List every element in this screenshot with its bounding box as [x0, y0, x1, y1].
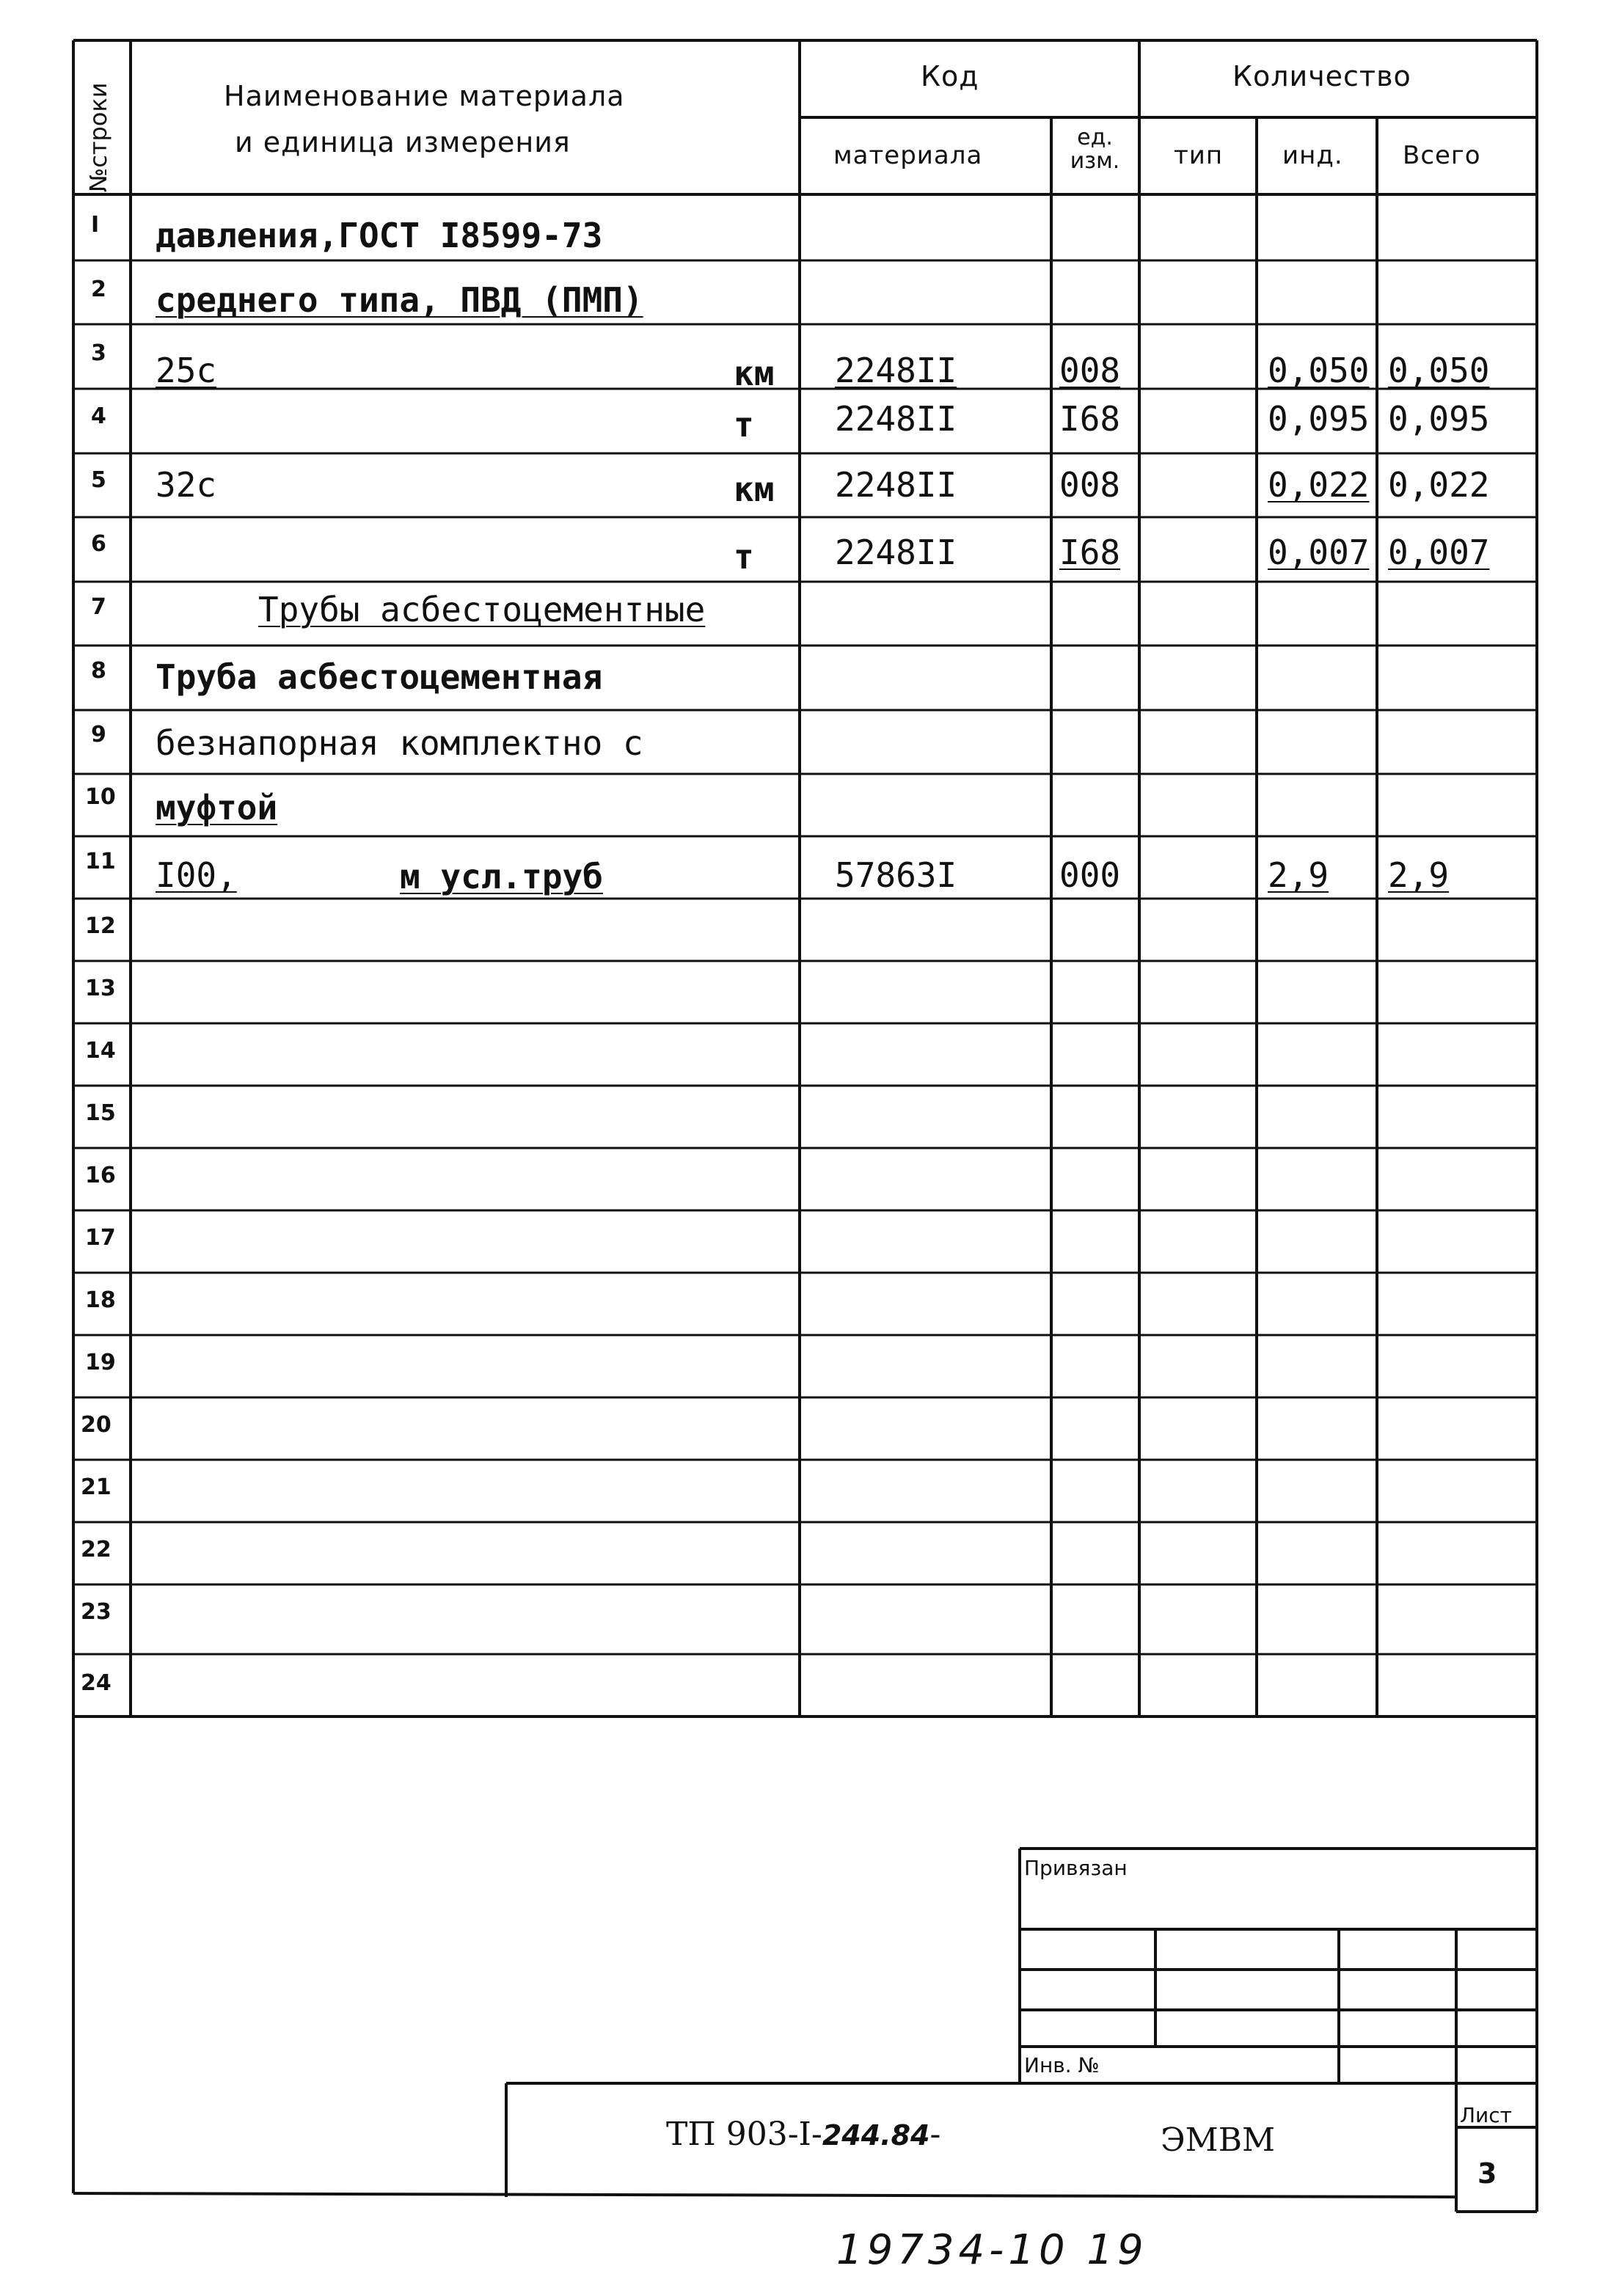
qty-total: 0,050	[1388, 351, 1490, 390]
tied-label: Привязан	[1024, 1856, 1128, 1880]
name-header-line2: и единица измерения	[235, 126, 571, 158]
row-number: 2	[91, 277, 106, 302]
item-unit: м усл.труб	[400, 857, 603, 896]
item-name: 25с	[156, 351, 217, 390]
doc-code	[666, 2118, 940, 2151]
name-header-line1: Наименование материала	[224, 80, 625, 112]
sheet-label: Лист	[1460, 2103, 1512, 2127]
section-title: Трубы асбестоцементные	[258, 590, 706, 629]
item-name: давления,ГОСТ I8599-73	[156, 216, 603, 255]
sheet-number: 3	[1477, 2157, 1497, 2190]
row-number: 16	[85, 1163, 116, 1188]
row-number: I	[91, 212, 100, 238]
item-unit: т	[734, 405, 754, 445]
qty-total-header: Всего	[1403, 141, 1481, 170]
code-unit-header: ед. изм.	[1070, 125, 1120, 174]
row-number: 13	[85, 976, 116, 1001]
rownum-header: №строки	[84, 82, 112, 192]
row-number: 23	[81, 1599, 112, 1625]
unit-code: I68	[1059, 399, 1121, 439]
material-code: 2248II	[835, 533, 957, 572]
qty-total: 0,095	[1388, 399, 1490, 439]
item-name: Труба асбестоцементная	[156, 657, 603, 697]
row-number: 10	[85, 784, 116, 810]
qty-ind: 0,050	[1268, 351, 1370, 390]
item-name: I00,	[156, 855, 237, 895]
qty-ind-header: инд.	[1282, 141, 1343, 170]
item-name: 32с	[156, 465, 217, 505]
item-name: среднего типа, ПВД (ПМП)	[156, 280, 643, 320]
row-number: 8	[91, 658, 106, 684]
unit-code: I68	[1059, 533, 1121, 572]
inv-no-label: Инв. №	[1024, 2053, 1100, 2077]
material-code: 2248II	[835, 399, 957, 439]
row-number: 7	[91, 594, 106, 620]
row-number: 19	[85, 1350, 116, 1375]
row-number: 5	[91, 467, 106, 493]
row-number: 6	[91, 531, 106, 557]
archive-number: 19734-10 19	[836, 2226, 1148, 2274]
doc-code-prefix: ТП 903-I-	[666, 2116, 822, 2153]
material-code: 2248II	[835, 351, 957, 390]
material-code: 57863I	[835, 855, 957, 895]
material-code: 2248II	[835, 465, 957, 505]
row-number: 11	[85, 849, 116, 874]
row-number: 18	[85, 1287, 116, 1313]
row-number: 24	[81, 1670, 112, 1696]
doc-code-handwritten: 244.84	[822, 2119, 930, 2151]
row-number: 22	[81, 1537, 112, 1562]
item-name: безнапорная комплектно с	[156, 723, 643, 763]
doc-mark: ЭМВМ	[1161, 2121, 1276, 2159]
row-number: 17	[85, 1225, 116, 1251]
item-unit: км	[734, 354, 775, 393]
item-name: муфтой	[156, 788, 278, 827]
row-number: 20	[81, 1412, 112, 1438]
qty-total: 0,022	[1388, 465, 1490, 505]
unit-code: 008	[1059, 465, 1121, 505]
unit-code: 008	[1059, 351, 1121, 390]
qty-ind: 0,007	[1268, 533, 1370, 572]
code-header: Код	[921, 60, 979, 92]
unit-code: 000	[1059, 855, 1121, 895]
qty-total: 0,007	[1388, 533, 1490, 572]
qty-ind: 2,9	[1268, 855, 1329, 895]
row-number: 14	[85, 1038, 116, 1064]
row-number: 12	[85, 913, 116, 939]
qty-ind: 0,022	[1268, 465, 1370, 505]
doc-code-suffix: -	[929, 2116, 941, 2153]
item-unit: т	[734, 537, 754, 577]
qty-header: Количество	[1232, 60, 1411, 92]
item-unit: км	[734, 469, 775, 509]
row-number: 4	[91, 403, 106, 429]
code-material-header: материала	[833, 141, 983, 170]
qty-ind: 0,095	[1268, 399, 1370, 439]
row-number: 15	[85, 1100, 116, 1126]
row-number: 21	[81, 1474, 112, 1500]
qty-total: 2,9	[1388, 855, 1450, 895]
qty-type-header: тип	[1174, 141, 1224, 170]
row-number: 9	[91, 722, 106, 747]
row-number: 3	[91, 340, 106, 366]
